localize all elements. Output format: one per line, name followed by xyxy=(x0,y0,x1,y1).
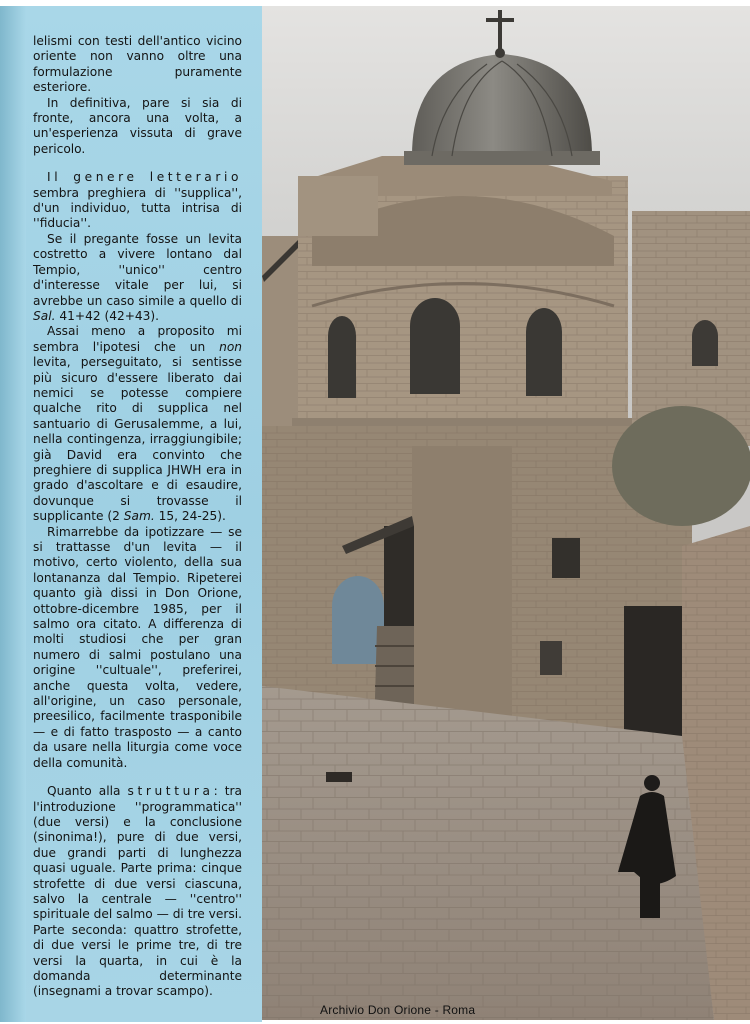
paragraph-4-text: Se il pregante fosse un levita costretto a vivere lontano dal Tempio, ''unico'' centro d'interesse vitale per lui, si avrebbe un caso simile a quello di xyxy=(33,231,242,308)
apse-window-2 xyxy=(410,298,460,394)
side-window xyxy=(692,320,718,366)
paragraph-7-lead: Quanto alla xyxy=(47,784,121,799)
paragraph-7-text: : tra l'introduzione ''programmatica'' (due versi) e la conclusione (sinonima!), pure di due versi, due grandi parti di lunghezza quasi uguale. Parte prima: cinque strofette di due versi ciascuna, salvo la centrale — ''centro'' spirituale del salmo — di tre versi. Parte seconda: quattro strofette, di due versi le prime tre, di tre versi la quarta, in cui è la domanda determinante (insegnami a trovar scampo). xyxy=(33,784,242,999)
dark-doorway xyxy=(624,606,686,736)
paragraph-5-text-a: Assai meno a proposito mi sembra l'ipotesi che un xyxy=(33,324,242,354)
archive-credit: Archivio Don Orione - Roma xyxy=(320,1003,476,1017)
apse-window-3 xyxy=(526,308,562,396)
emphasis-non: non xyxy=(219,339,243,354)
paragraph-1: lelismi con testi dell'antico vicino oriente non vanno oltre una formulazione puramente esteriore. xyxy=(33,34,242,95)
shrub xyxy=(612,406,750,526)
paragraph-4 xyxy=(33,232,242,324)
article-body xyxy=(33,34,242,1000)
page-gutter-shadow xyxy=(0,6,26,1022)
bible-reference-sal: Sal. xyxy=(33,308,56,323)
church-illustration xyxy=(262,6,750,1020)
blue-door xyxy=(332,576,384,664)
paragraph-5 xyxy=(33,324,242,524)
drain-grate xyxy=(326,772,352,782)
paragraph-5-text-b: levita, perseguitato, si sentisse più sicuro d'essere liberato dai nemici se potesse compiere qualche rito di supplica nel santuario di Gerusalemme, a lui, nella contingenza, irraggiungibile; già David era convinto che preghiere di supplica JHWH era in grado d'ascoltare e di esaudire, dovunque si trovasse il supplicante (2 xyxy=(33,355,242,524)
paragraph-6: Rimarrebbe da ipotizzare — se si trattasse d'un levita — il motivo, certo violento, della sua lontananza dal Tempio. Ripeterei quanto già dissi in Don Orione, ottobre-dicembre 1985, per il salmo ora citato. A differenza di molti studiosi che per gran numero di salmi postulano una origine ''cultuale'', preferirei, anche questa volta, vedere, all'origine, un caso personale, preesilico, facilmente trasponibile — e di fatto trasposto — a canto da usare nella liturgia come voce della comunità. xyxy=(33,524,242,770)
section-heading-genere: Il genere letterario xyxy=(47,170,242,185)
paragraph-5-end: 15, 24-25). xyxy=(158,509,226,524)
section-heading-struttura: struttura xyxy=(127,784,214,799)
paragraph-2: In definitiva, pare si sia di fronte, ancora una volta, a un'esperienza vissuta di grave pericolo. xyxy=(33,95,242,156)
paragraph-7 xyxy=(33,784,242,1000)
paragraph-4-end: 41+42 (42+43). xyxy=(59,308,160,323)
paragraph-3-text: sembra preghiera di ''supplica'', d'un individuo, tutta intrisa di ''fiducia''. xyxy=(33,185,242,231)
paragraph-3 xyxy=(33,170,242,232)
bible-reference-sam: Sam. xyxy=(123,509,155,524)
cross xyxy=(498,10,502,50)
apse-window-1 xyxy=(328,316,356,398)
church-photo xyxy=(262,6,750,1020)
